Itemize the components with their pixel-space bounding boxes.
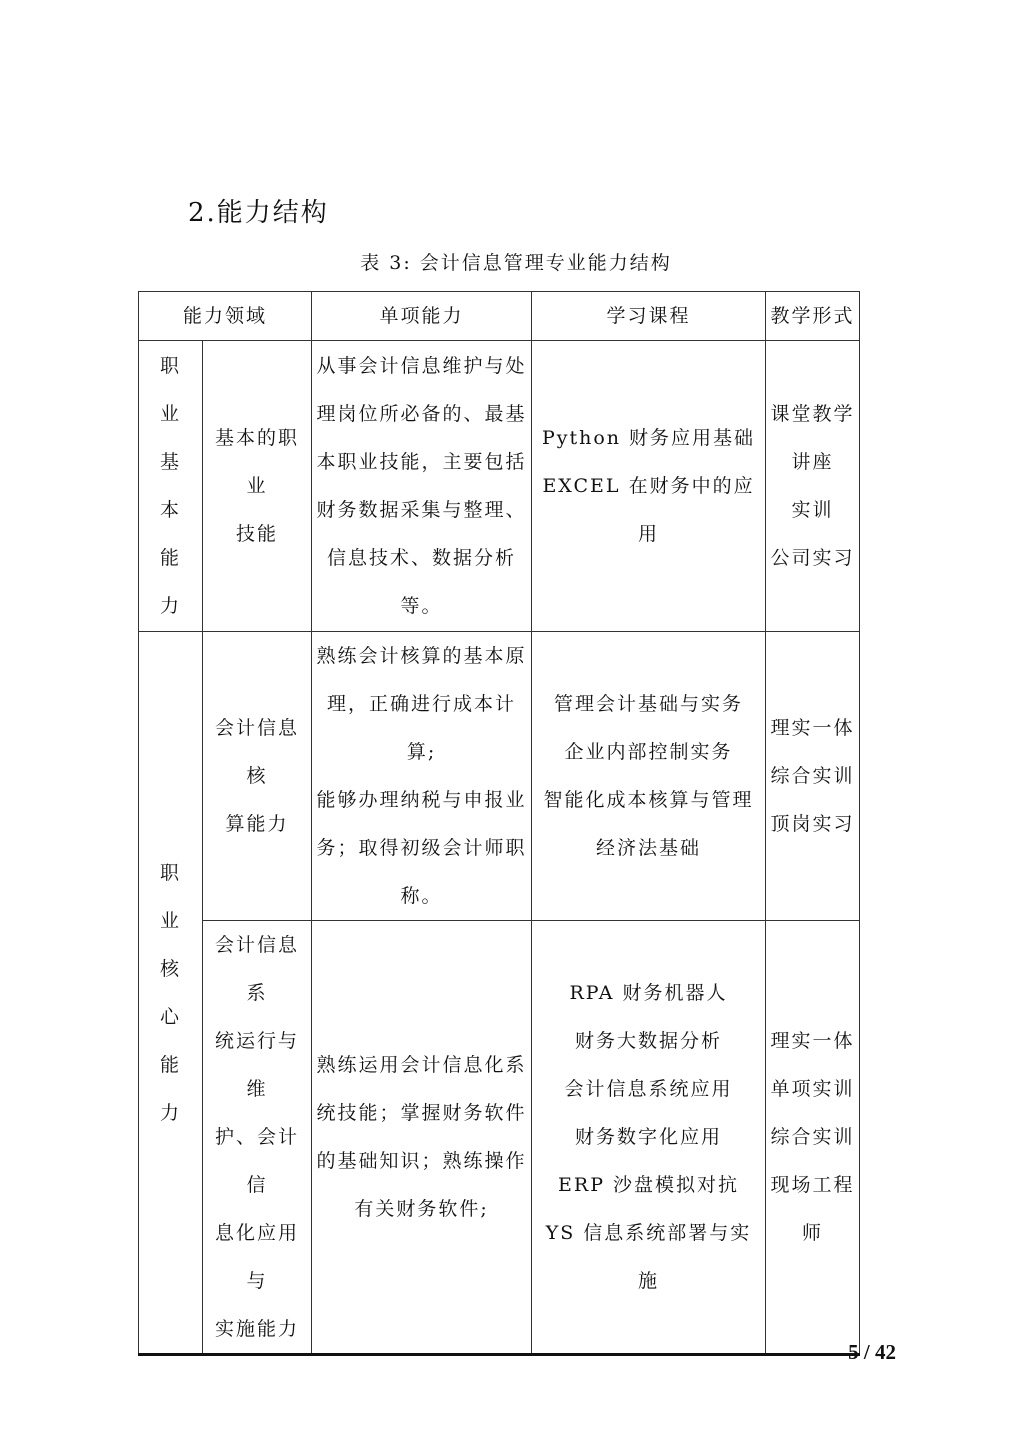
group-name-basic: 职 业 基 本 能 力 [139, 341, 203, 632]
page-separator: / [858, 1340, 875, 1364]
header-courses: 学习课程 [532, 292, 766, 341]
teaching-form-cell: 课堂教学 讲座 实训 公司实习 [766, 341, 860, 632]
courses-cell: 管理会计基础与实务 企业内部控制实务 智能化成本核算与管理 经济法基础 [532, 632, 766, 921]
teaching-form-cell: 理实一体 综合实训 顶岗实习 [766, 632, 860, 921]
sub-domain-cell: 会计信息系 统运行与维 护、会计信 息化应用与 实施能力 [203, 921, 312, 1355]
table-row [139, 632, 860, 921]
header-domain: 能力领域 [139, 292, 312, 341]
page-number [848, 1340, 896, 1365]
ability-cell: 从事会计信息维护与处 理岗位所必备的、最基 本职业技能，主要包括 财务数据采集与整理、 信息技术、数据分析等。 [312, 341, 532, 632]
courses-cell: RPA 财务机器人 财务大数据分析 会计信息系统应用 财务数字化应用 ERP 沙盘模拟对抗 YS 信息系统部署与实施 [532, 921, 766, 1355]
page-total: 42 [875, 1340, 896, 1364]
ability-cell: 熟练运用会计信息化系 统技能；掌握财务软件 的基础知识；熟练操作 有关财务软件; [312, 921, 532, 1355]
courses-cell: Python 财务应用基础 EXCEL 在财务中的应用 [532, 341, 766, 632]
page-current: 5 [848, 1340, 859, 1364]
header-form: 教学形式 [766, 292, 860, 341]
ability-structure-table [138, 291, 860, 1356]
sub-domain-cell: 会计信息核 算能力 [203, 632, 312, 921]
header-ability: 单项能力 [312, 292, 532, 341]
group-name-core: 职 业 核 心 能 力 [139, 632, 203, 1355]
table-header-row [139, 292, 860, 341]
teaching-form-cell: 理实一体 单项实训 综合实训 现场工程 师 [766, 921, 860, 1355]
sub-domain-cell: 基本的职业 技能 [203, 341, 312, 632]
table-row [139, 921, 860, 1355]
table-caption: 表 3: 会计信息管理专业能力结构 [360, 252, 672, 274]
section-heading: 2.能力结构 [188, 198, 329, 228]
table-row [139, 341, 860, 632]
ability-cell: 熟练会计核算的基本原 理，正确进行成本计算; 能够办理纳税与申报业 务；取得初级会计师职 称。 [312, 632, 532, 921]
